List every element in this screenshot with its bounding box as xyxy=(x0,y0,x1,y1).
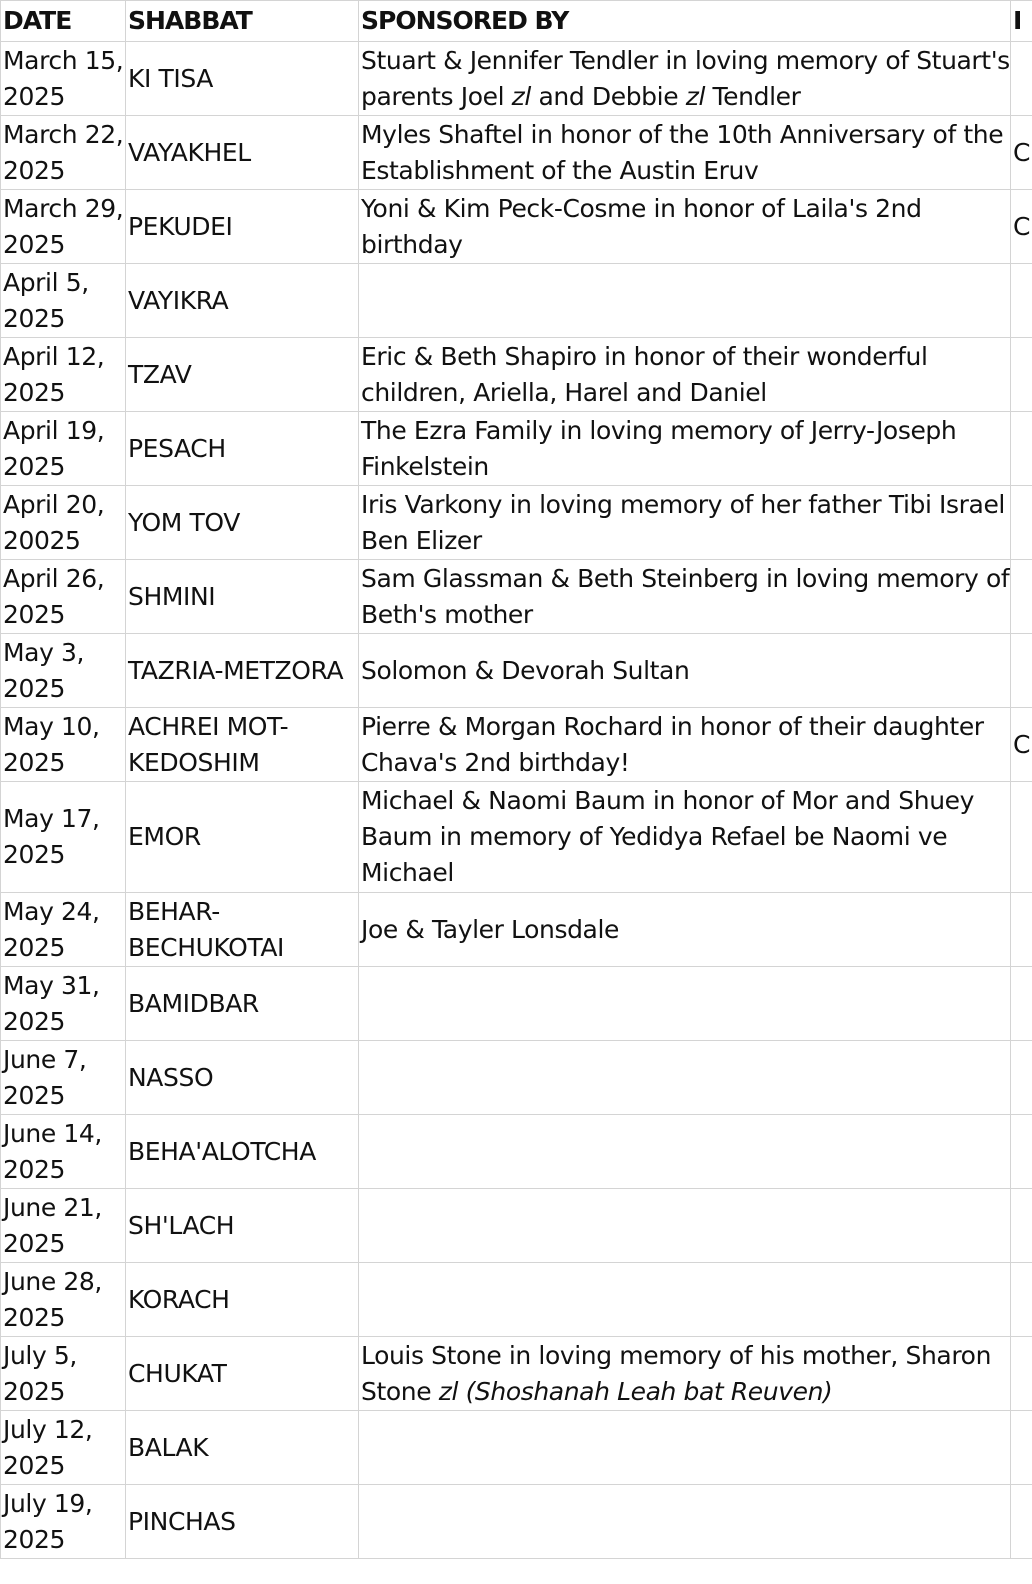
extra-cell[interactable] xyxy=(1011,1115,1032,1189)
table-row xyxy=(1,1189,1032,1263)
table-row xyxy=(1,486,1032,560)
extra-cell[interactable] xyxy=(1011,412,1032,486)
date-cell[interactable]: April 20, 20025 xyxy=(1,486,126,560)
table-row xyxy=(1,967,1032,1041)
date-cell[interactable]: April 19, 2025 xyxy=(1,412,126,486)
sponsor-cell[interactable] xyxy=(359,1263,1011,1337)
table-row xyxy=(1,1263,1032,1337)
sponsor-text: Sam Glassman & Beth Steinberg in loving memory of Beth's mother xyxy=(361,563,1010,629)
table-row xyxy=(1,708,1032,782)
shabbat-cell[interactable]: TAZRIA-METZORA xyxy=(126,634,359,708)
table-row xyxy=(1,634,1032,708)
sponsor-cell[interactable] xyxy=(359,190,1011,264)
shabbat-cell[interactable]: YOM TOV xyxy=(126,486,359,560)
table-row xyxy=(1,412,1032,486)
table-row xyxy=(1,190,1032,264)
sponsor-text: Louis Stone in loving memory of his mother, Sharon Stone xyxy=(361,1340,992,1406)
extra-cell[interactable]: C xyxy=(1011,116,1032,190)
table-row xyxy=(1,42,1032,116)
sponsor-cell[interactable] xyxy=(359,1041,1011,1115)
sponsor-text: Stuart & Jennifer Tendler in loving memory of Stuart's parents Joel xyxy=(361,45,1010,111)
sponsor-cell[interactable] xyxy=(359,967,1011,1041)
shabbat-cell[interactable]: VAYAKHEL xyxy=(126,116,359,190)
table-body xyxy=(1,42,1032,1559)
extra-cell[interactable] xyxy=(1011,264,1032,338)
table-row xyxy=(1,1411,1032,1485)
date-cell[interactable]: May 17, 2025 xyxy=(1,782,126,893)
header-extra-column[interactable]: I xyxy=(1011,1,1032,42)
sponsor-cell[interactable] xyxy=(359,264,1011,338)
sponsor-cell[interactable] xyxy=(359,1337,1011,1411)
date-cell[interactable]: May 3, 2025 xyxy=(1,634,126,708)
extra-cell[interactable] xyxy=(1011,486,1032,560)
date-cell[interactable]: May 31, 2025 xyxy=(1,967,126,1041)
extra-cell[interactable] xyxy=(1011,338,1032,412)
shabbat-cell[interactable]: TZAV xyxy=(126,338,359,412)
shabbat-cell[interactable]: KORACH xyxy=(126,1263,359,1337)
extra-cell[interactable] xyxy=(1011,782,1032,893)
date-cell[interactable]: May 10, 2025 xyxy=(1,708,126,782)
sponsor-text: Myles Shaftel in honor of the 10th Anniversary of the Establishment of the Austin Eruv xyxy=(361,119,1004,185)
extra-cell[interactable] xyxy=(1011,1263,1032,1337)
sponsor-cell[interactable] xyxy=(359,708,1011,782)
sponsor-text-italic: zl xyxy=(685,81,706,111)
header-sponsored-by[interactable]: SPONSORED BY xyxy=(359,1,1011,42)
sponsor-cell[interactable] xyxy=(359,560,1011,634)
sponsor-cell[interactable] xyxy=(359,1115,1011,1189)
sponsor-cell[interactable] xyxy=(359,116,1011,190)
sponsor-text: Solomon & Devorah Sultan xyxy=(361,655,690,685)
shabbat-cell[interactable]: PESACH xyxy=(126,412,359,486)
table-row xyxy=(1,116,1032,190)
shabbat-cell[interactable]: BEHA'ALOTCHA xyxy=(126,1115,359,1189)
sponsor-cell[interactable] xyxy=(359,338,1011,412)
sponsor-text-italic: zl xyxy=(511,81,531,111)
table-row xyxy=(1,893,1032,967)
sponsor-text-italic: zl (Shoshanah Leah bat Reuven) xyxy=(438,1376,833,1406)
sponsor-cell[interactable] xyxy=(359,42,1011,116)
date-cell[interactable]: May 24, 2025 xyxy=(1,893,126,967)
shabbat-cell[interactable]: SHMINI xyxy=(126,560,359,634)
table-row xyxy=(1,1115,1032,1189)
extra-cell[interactable] xyxy=(1011,560,1032,634)
extra-cell[interactable] xyxy=(1011,42,1032,116)
extra-cell[interactable] xyxy=(1011,634,1032,708)
extra-cell[interactable] xyxy=(1011,1485,1032,1559)
table-row xyxy=(1,782,1032,893)
sponsor-cell[interactable] xyxy=(359,412,1011,486)
date-cell[interactable]: April 26, 2025 xyxy=(1,560,126,634)
shabbat-cell[interactable]: EMOR xyxy=(126,782,359,893)
extra-cell[interactable]: C xyxy=(1011,190,1032,264)
shabbat-cell[interactable]: BEHAR-BECHUKOTAI xyxy=(126,893,359,967)
date-cell[interactable]: June 14, 2025 xyxy=(1,1115,126,1189)
date-cell[interactable]: July 12, 2025 xyxy=(1,1411,126,1485)
date-cell[interactable]: June 28, 2025 xyxy=(1,1263,126,1337)
table-row xyxy=(1,1337,1032,1411)
extra-cell[interactable]: C xyxy=(1011,708,1032,782)
extra-cell[interactable] xyxy=(1011,1337,1032,1411)
date-cell[interactable]: April 5, 2025 xyxy=(1,264,126,338)
sponsor-cell[interactable] xyxy=(359,1189,1011,1263)
sponsor-cell[interactable] xyxy=(359,486,1011,560)
extra-cell[interactable] xyxy=(1011,1189,1032,1263)
date-cell[interactable]: March 15, 2025 xyxy=(1,42,126,116)
table-row xyxy=(1,338,1032,412)
extra-cell[interactable] xyxy=(1011,1411,1032,1485)
sponsor-text: Tendler xyxy=(705,81,801,111)
sponsor-cell[interactable] xyxy=(359,1411,1011,1485)
sponsor-text: Joe & Tayler Lonsdale xyxy=(361,914,620,944)
shabbat-cell[interactable]: SH'LACH xyxy=(126,1189,359,1263)
date-cell[interactable]: March 22, 2025 xyxy=(1,116,126,190)
shabbat-cell[interactable]: VAYIKRA xyxy=(126,264,359,338)
shabbat-cell[interactable]: CHUKAT xyxy=(126,1337,359,1411)
header-shabbat[interactable]: SHABBAT xyxy=(126,1,359,42)
table-row xyxy=(1,264,1032,338)
date-cell[interactable]: July 19, 2025 xyxy=(1,1485,126,1559)
shabbat-cell[interactable]: PINCHAS xyxy=(126,1485,359,1559)
date-cell[interactable]: March 29, 2025 xyxy=(1,190,126,264)
sponsor-cell[interactable] xyxy=(359,893,1011,967)
sponsor-text: Yoni & Kim Peck-Cosme in honor of Laila's 2nd birthday xyxy=(361,193,922,259)
sponsor-text: Pierre & Morgan Rochard in honor of their daughter Chava's 2nd birthday! xyxy=(361,711,984,777)
shabbat-cell[interactable]: PEKUDEI xyxy=(126,190,359,264)
header-row xyxy=(1,1,1032,42)
date-cell[interactable]: July 5, 2025 xyxy=(1,1337,126,1411)
extra-cell[interactable] xyxy=(1011,967,1032,1041)
shabbat-cell[interactable]: ACHREI MOT-KEDOSHIM xyxy=(126,708,359,782)
date-cell[interactable]: April 12, 2025 xyxy=(1,338,126,412)
sponsor-text: The Ezra Family in loving memory of Jerry-Joseph Finkelstein xyxy=(361,415,957,481)
shabbat-cell[interactable]: BAMIDBAR xyxy=(126,967,359,1041)
sponsor-text: Eric & Beth Shapiro in honor of their wonderful children, Ariella, Harel and Daniel xyxy=(361,341,928,407)
extra-cell[interactable] xyxy=(1011,893,1032,967)
extra-cell[interactable] xyxy=(1011,1041,1032,1115)
date-cell[interactable]: June 21, 2025 xyxy=(1,1189,126,1263)
sponsor-text: and Debbie xyxy=(530,81,686,111)
sponsor-cell[interactable] xyxy=(359,634,1011,708)
table-row xyxy=(1,560,1032,634)
date-cell[interactable]: June 7, 2025 xyxy=(1,1041,126,1115)
shabbat-cell[interactable]: KI TISA xyxy=(126,42,359,116)
sponsor-text: Iris Varkony in loving memory of her father Tibi Israel Ben Elizer xyxy=(361,489,1005,555)
header-date[interactable]: DATE xyxy=(1,1,126,42)
sponsor-text: Michael & Naomi Baum in honor of Mor and Shuey Baum in memory of Yedidya Refael be Naomi ve Michael xyxy=(361,786,975,887)
sponsor-cell[interactable] xyxy=(359,782,1011,893)
shabbat-cell[interactable]: NASSO xyxy=(126,1041,359,1115)
shabbat-cell[interactable]: BALAK xyxy=(126,1411,359,1485)
sponsor-cell[interactable] xyxy=(359,1485,1011,1559)
table-row xyxy=(1,1485,1032,1559)
table-row xyxy=(1,1041,1032,1115)
